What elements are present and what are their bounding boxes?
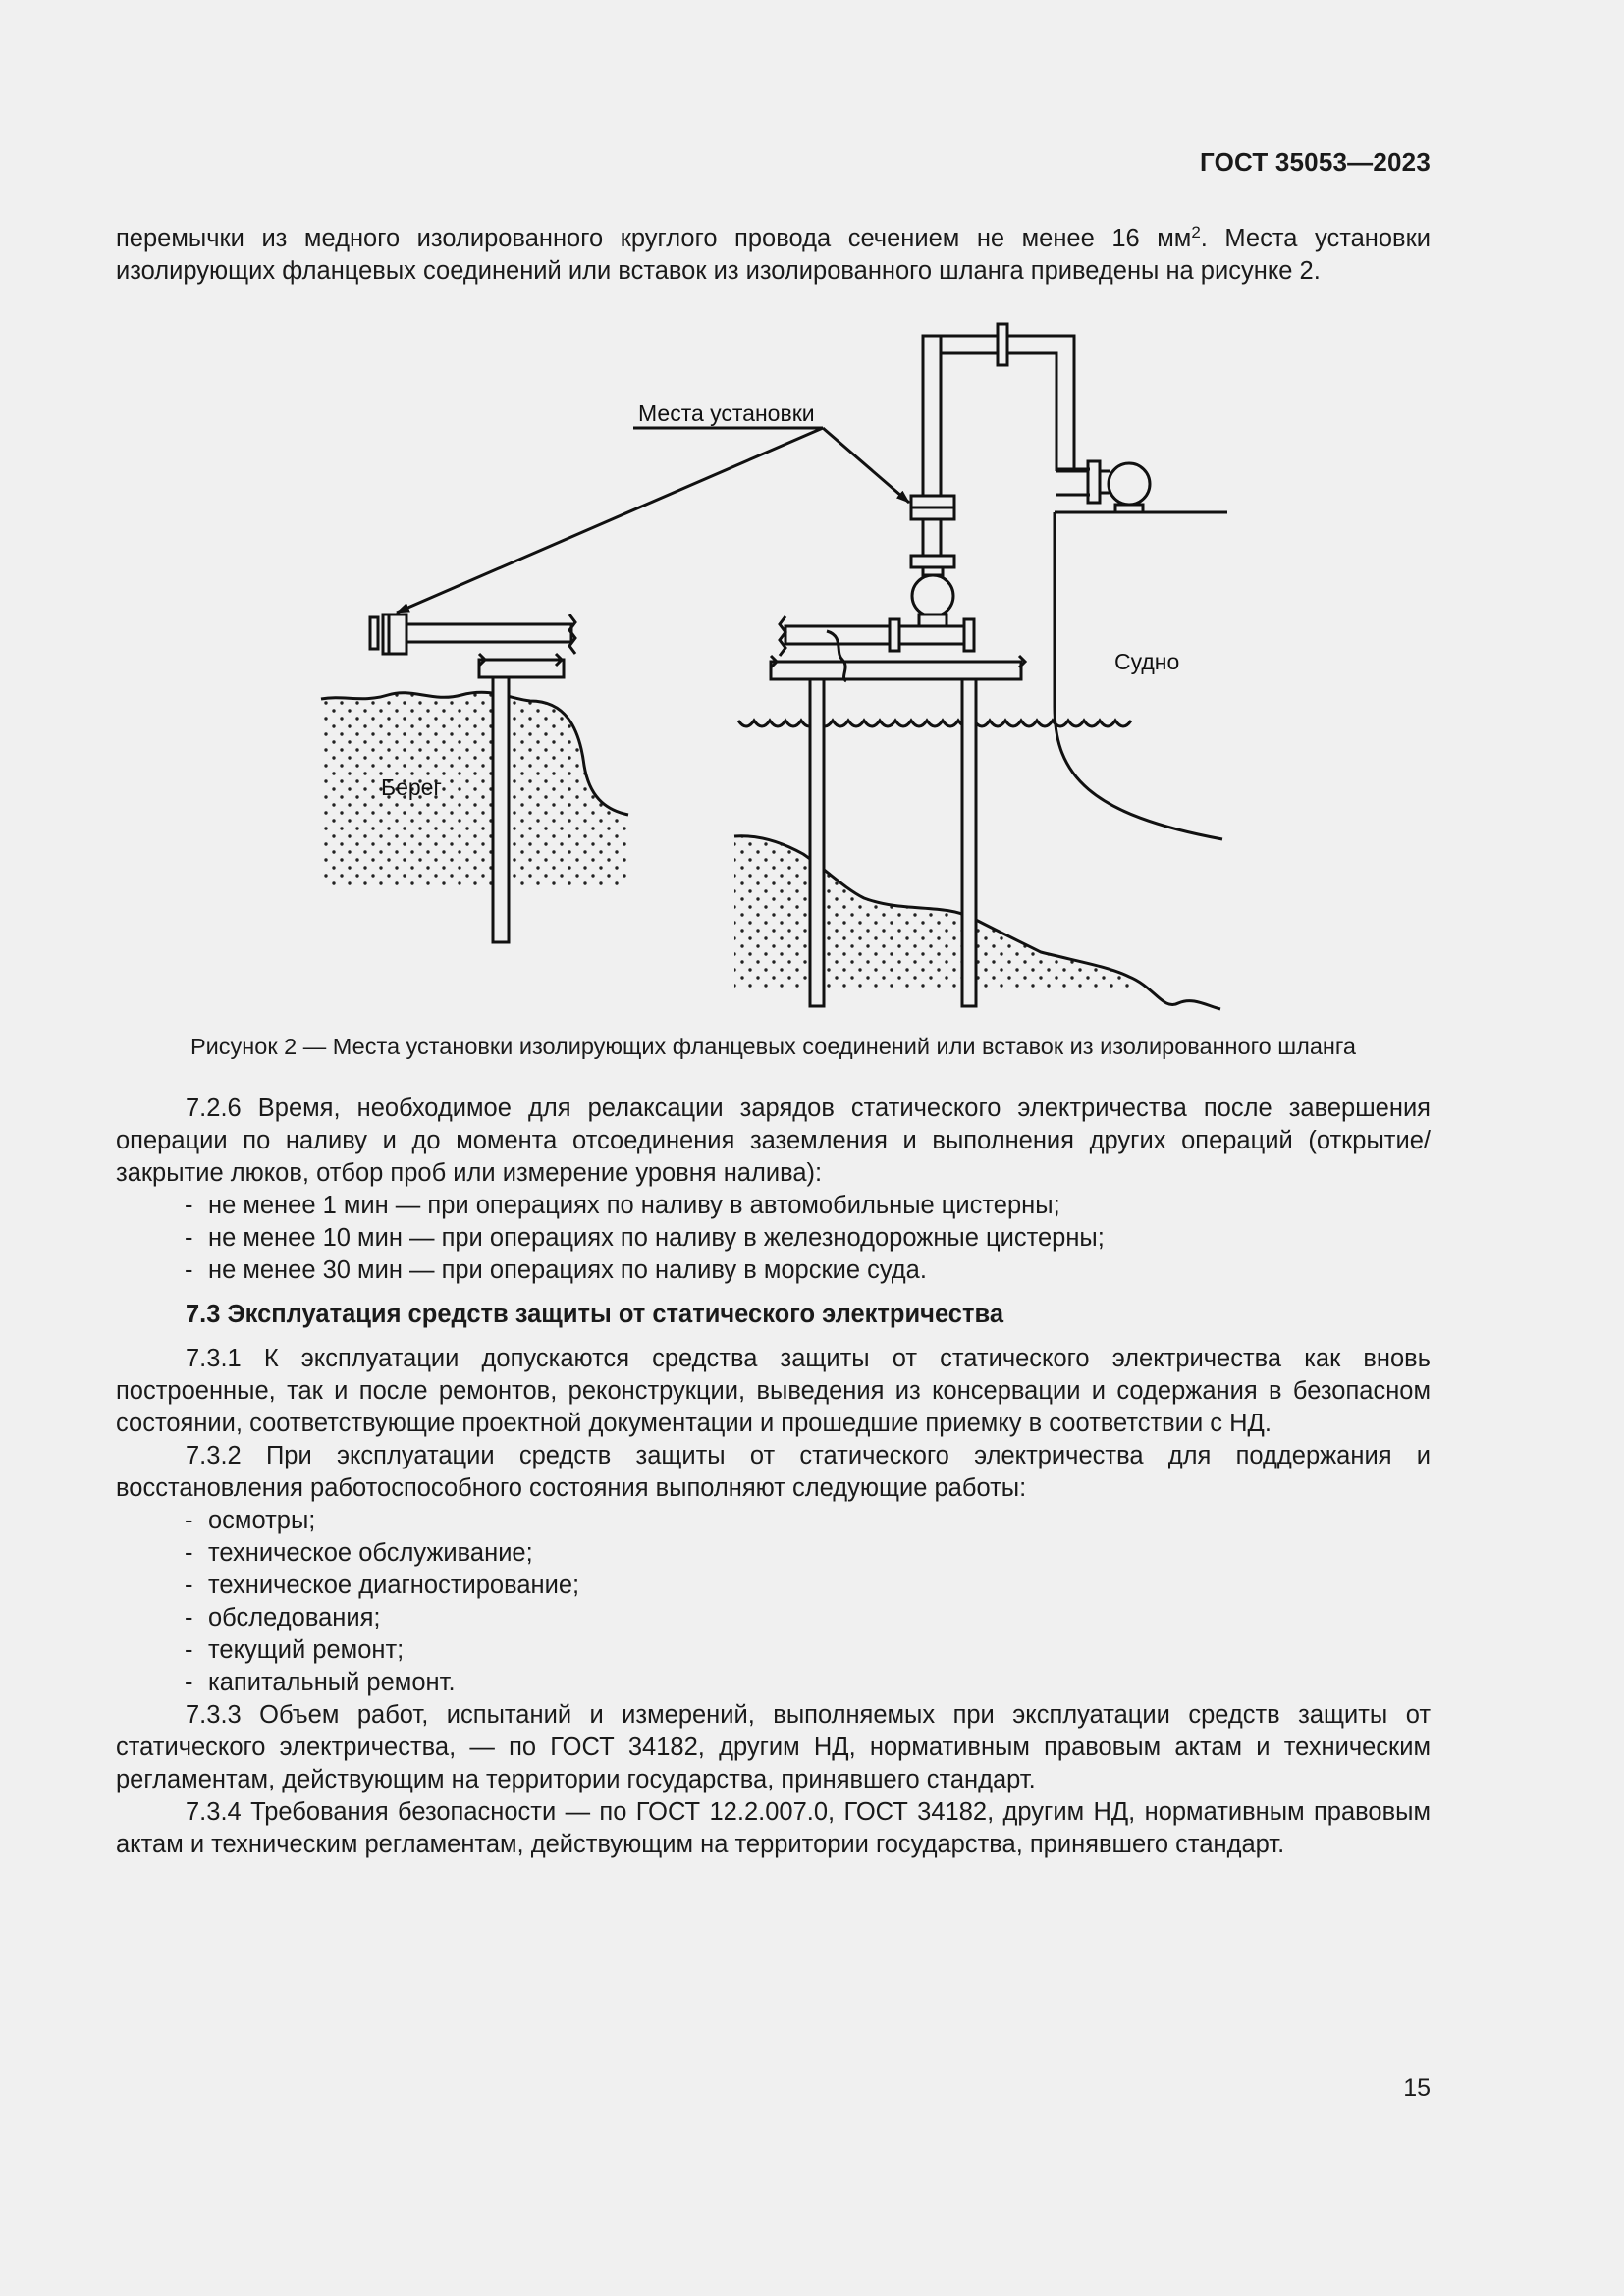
list-item: - техническое диагностирование; xyxy=(185,1572,580,1599)
top-flange xyxy=(998,324,1007,365)
intro-superscript: 2 xyxy=(1191,223,1201,241)
pier-post-left xyxy=(810,677,824,1006)
list-item: - не менее 30 мин — при операциях по наливу в морские суда. xyxy=(185,1256,927,1284)
shore-ground xyxy=(321,692,628,888)
sea-bottom xyxy=(734,836,1129,991)
figure-install-locations xyxy=(295,314,1237,1021)
riser-lower-pipe xyxy=(923,519,941,556)
shore-post xyxy=(493,675,509,942)
pier-flange-1 xyxy=(890,619,899,651)
list-item: - техническое обслуживание; xyxy=(185,1539,533,1567)
ship-pipe-horiz xyxy=(1056,469,1110,495)
leader-shore xyxy=(397,428,823,613)
label-shore: Берег xyxy=(381,774,442,800)
label-ship: Судно xyxy=(1114,649,1180,674)
shore-flange-outer xyxy=(370,617,378,649)
water-waves xyxy=(738,721,1131,726)
paragraph-7-2-6: 7.2.6 Время, необходимое для релаксации зарядов статического электричества после завершения операции по наливу и до момента отсоединения заземления и выполнения других операций (открытие/закрытие люков, отбор проб или измерение уровня налива): xyxy=(116,1095,1431,1187)
intro-text-post: . Места установки изолирующих фланцевых соединений или вставок из изолированного шланга приведены на рисунке 2. xyxy=(116,225,1431,285)
pier-post-right xyxy=(962,677,976,1006)
top-pipe-inner xyxy=(941,353,1056,496)
pier-pump xyxy=(912,575,953,616)
pier-pipe xyxy=(785,626,972,644)
pier-deck xyxy=(771,662,1021,679)
ship-pump xyxy=(1109,463,1150,505)
valve-lower-neck xyxy=(923,567,943,575)
paragraph-7-3-2: 7.3.2 При эксплуатации средств защиты от статического электричества для поддержания и восстановления работоспособного состояния выполняют следующие работы: xyxy=(116,1442,1431,1502)
list-item: - осмотры; xyxy=(185,1507,316,1534)
list-item: - обследования; xyxy=(185,1604,381,1631)
list-item: - текущий ремонт; xyxy=(185,1636,405,1664)
paragraph-7-3-3: 7.3.3 Объем работ, испытаний и измерений, выполняемых при эксплуатации средств защиты от статического электричества, — по ГОСТ 34182, другим НД, нормативным правовым актам и техническим регламентам, действующим на территории государства, принявшего стандарт. xyxy=(116,1701,1431,1793)
shore-flange xyxy=(383,614,406,654)
riser-pipe xyxy=(923,336,941,498)
page-number: 15 xyxy=(1403,2074,1431,2102)
ship-hull xyxy=(1055,512,1222,839)
pump-base xyxy=(919,614,947,626)
document-id-header: ГОСТ 35053—2023 xyxy=(1200,147,1431,177)
list-item: - не менее 10 мин — при операциях по наливу в железнодорожные цистерны; xyxy=(185,1224,1105,1252)
list-item: - капитальный ремонт. xyxy=(185,1669,456,1696)
shore-platform xyxy=(479,660,564,677)
intro-paragraph xyxy=(116,223,1431,288)
leader-pier xyxy=(823,428,909,503)
shore-pipe xyxy=(385,624,571,642)
paragraph-7-3-1: 7.3.1 К эксплуатации допускаются средства защиты от статического электричества как вновь построенные, так и после ремонтов, реконструкции, выведения из консервации и содержания в безопасном состоянии, соответствующие проектной документации и прошедшие приемку в соответствии с НД. xyxy=(116,1345,1431,1437)
ship-flange xyxy=(1088,461,1100,503)
list-item: - не менее 1 мин — при операциях по наливу в автомобильные цистерны; xyxy=(185,1192,1060,1219)
section-title-7-3: 7.3 Эксплуатация средств защиты от статического электричества xyxy=(186,1301,1003,1328)
paragraph-7-3-4: 7.3.4 Требования безопасности — по ГОСТ 12.2.007.0, ГОСТ 34182, другим НД, нормативным правовым актам и техническим регламентам, действующим на территории государства, принявшего стандарт. xyxy=(116,1798,1431,1858)
main-text xyxy=(116,1093,1431,1861)
valve-lower xyxy=(911,556,954,567)
pier-flange-2 xyxy=(964,619,974,651)
label-install-locations: Места установки xyxy=(638,400,815,426)
intro-text-pre: перемычки из медного изолированного круглого провода сечением не менее 16 мм xyxy=(116,225,1192,252)
figure-caption: Рисунок 2 — Места установки изолирующих фланцевых соединений или вставок из изолированного шланга xyxy=(190,1034,1356,1059)
